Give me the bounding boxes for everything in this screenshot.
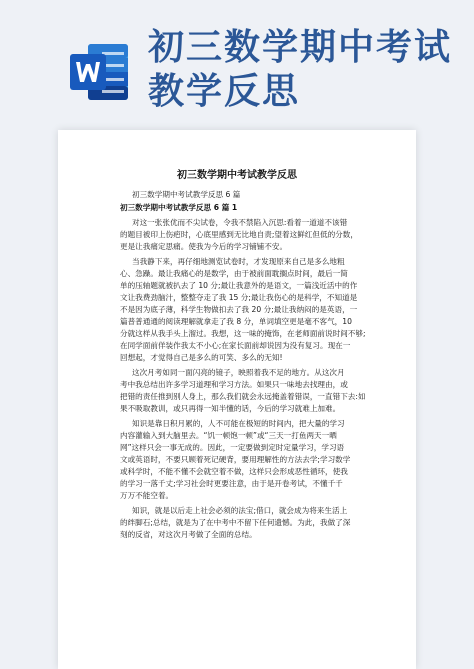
body-line: 的学习一落千丈;学习社会时更要注意，由于是开卷考试，不懂千千	[120, 479, 343, 488]
body-line: 单的压轴题就被扒去了 10 分;最让我意外的是语文，一篇浅近活中的作	[120, 281, 358, 290]
body-line: 果不吸取教训，或只再得一知半懂的话，今后的学习就难上加难。	[120, 404, 341, 413]
body-line: 万万不能空着。	[120, 491, 174, 500]
body-line: 在同学面前佯装作我太不小心;在家长面前却说因为没有复习。现在一	[120, 341, 351, 350]
page-title-line-1: 初三数学期中考试	[148, 27, 453, 68]
body-line: 网”这样只会一事无成的。因此，一定要做到定时定量学习，学习语	[120, 443, 345, 452]
body-line: 回想起，才觉得自己是多么的可笑、多么的无知!	[120, 353, 283, 362]
document-title: 初三数学期中考试教学反思	[177, 170, 297, 181]
body-line: 这次月考如同一面闪亮的镜子，映照着我不足的地方。从这次月	[132, 368, 345, 377]
body-line: 更是让我痛定思痛。使我为今后的学习铺铺不安。	[120, 242, 288, 251]
body-line: 对这一张张优而不尖试卷，令我不禁陷入沉思:看着一道道不该错	[132, 218, 348, 227]
page-title	[148, 26, 452, 114]
body-line: 文让我费劲脑汁，整整夺走了我 15 分;最让我伤心的是科学，不知道是	[120, 293, 358, 302]
document-subtitle: 初三数学期中考试教学反思 6 篇	[132, 190, 241, 199]
body-line: 篇普普通通的阅读理解就拿走了我 8 分，单词填空更是毫不客气，10	[120, 317, 352, 326]
body-line: 心、急躁。最让我痛心的是数学，由于被前面耽搁点时间，最后一简	[120, 269, 348, 278]
body-line: 不是因为底子薄，科学生物做扣去了我 20 分;最让我纳闷的是英语，一	[120, 305, 358, 314]
body-line: 的题目被印上伤疤时，心底里感到无比地自责;望着这鲜红但低的分数，	[120, 230, 358, 239]
body-line: 知识，就是以后走上社会必须的法宝;借口，就会成为将来生活上	[132, 506, 348, 515]
body-line: 文或英语时，不要只顾着死记硬背，要用理解性的方法去学;学习数学	[120, 455, 351, 464]
page-title-line-2: 教学反思	[148, 71, 301, 112]
body-line: 当我静下来，再仔细地测览试卷时，才发现原来自己是多么地粗	[132, 257, 345, 266]
body-line: 的绊脚石;总结，就是为了在中考中不留下任何遗憾。为此，我做了深	[120, 518, 351, 527]
body-line: 刻的反省，对这次月考做了全面的总结。	[120, 530, 257, 539]
word-document-icon	[68, 40, 132, 104]
page-header	[0, 0, 474, 140]
section-heading: 初三数学期中考试教学反思 6 篇 1	[120, 203, 238, 212]
document-page	[58, 130, 416, 669]
body-line: 考中我总结出许多学习道理和学习方法。如果只一味地去找理由，或	[120, 380, 348, 389]
body-line: 内容灌输入到大脑里去。“饥一顿饱一顿”或“三天一打鱼两天一晒	[120, 431, 337, 440]
body-line: 知识是靠日积月累的，人不可能在极短的时间内，把大量的学习	[132, 419, 345, 428]
body-line: 或科学时，不能不懂不会就空着不做，这样只会形成恶性循环，使我	[120, 467, 348, 476]
body-line: 分就这样从我手头上溜过。我想，这一味的掩饰，在老师面前说时间不够;	[120, 329, 366, 338]
body-line: 把错的责任推到别人身上，那么我们就会永远掩盖着错误，一直错下去:如	[120, 392, 366, 401]
document-content	[58, 130, 416, 669]
